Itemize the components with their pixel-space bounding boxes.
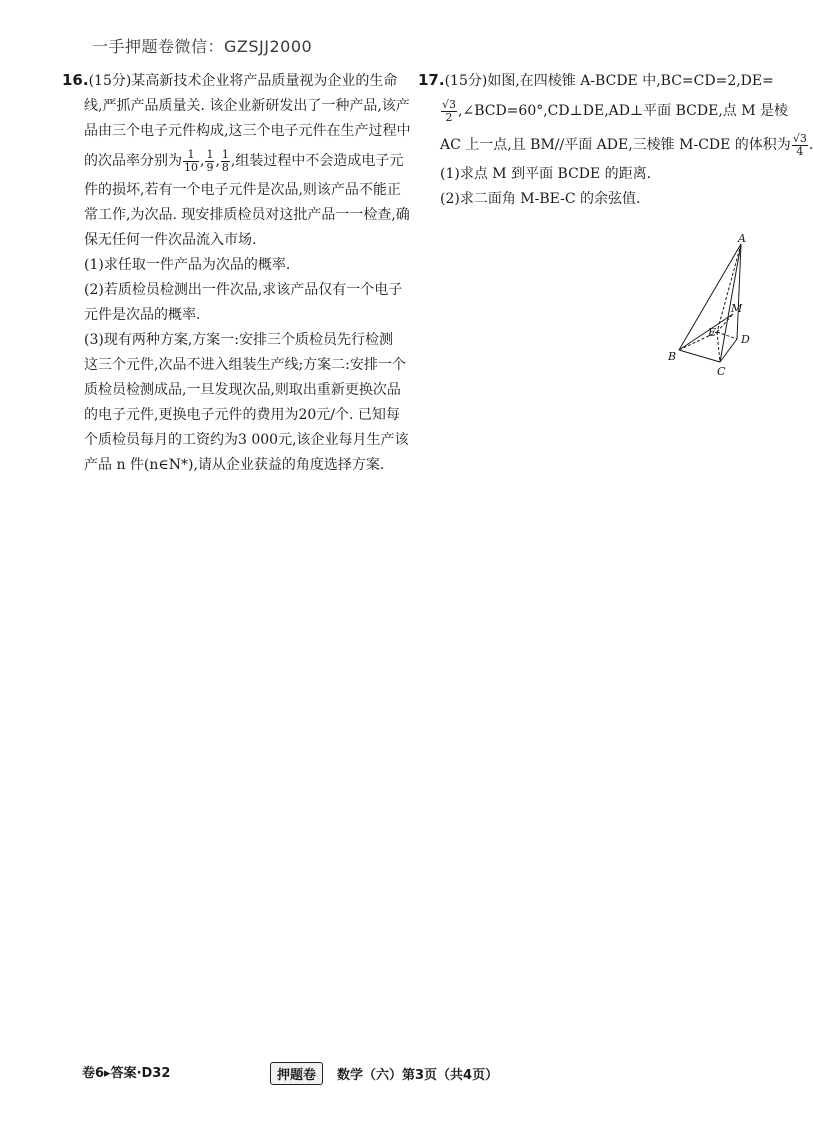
q17-part-2: (2)求二面角 M-BE-C 的余弦值. [440, 191, 641, 207]
q16-rate-suffix: ,组装过程中不会造成电子元 [230, 153, 404, 169]
vertex-label-c: C [717, 365, 726, 378]
q16-part-2-cont: 元件是次品的概率. [84, 307, 201, 323]
fraction: $\frac{1}{10}$ [184, 147, 198, 174]
q16-text-line: 品由三个电子元件构成,这三个电子元件在生产过程中 [84, 123, 411, 139]
q17-period: . [808, 137, 813, 153]
q16-part-3-cont: 质检员检测成品,一旦发现次品,则取出重新更换次品 [84, 382, 401, 398]
watermark-text: 一手押题卷微信：GZSJJ2000 [92, 37, 313, 56]
vertex-label-d: D [741, 333, 750, 346]
vertex-label-a: A [738, 232, 746, 245]
q16-part-1: (1)求任取一件产品为次品的概率. [84, 257, 291, 273]
q17-text-line: AC 上一点,且 BM//平面 ADE,三棱锥 M-CDE 的体积为 [440, 137, 791, 153]
q16-rate-line: 的次品率分别为 $\frac{1}{10}$ , $\frac{1}{9}$ , $\frac{1}{8}$ ,组装过程中不会造成电子元 [84, 147, 404, 174]
footer-page-number: 数学（六）第3页（共4页） [337, 1068, 499, 1083]
q17-part-1: (1)求点 M 到平面 BCDE 的距离. [440, 166, 652, 182]
q16-part-3-cont: 个质检员每月的工资约为3 000元,该企业每月生产该 [84, 432, 409, 448]
fraction: $\frac{1}{9}$ [206, 147, 214, 174]
fraction: $\frac{1}{8}$ [221, 147, 229, 174]
q16-rate-prefix: 的次品率分别为 [84, 153, 182, 169]
edge-ed [717, 332, 737, 339]
question-16 [62, 68, 410, 478]
fraction: $\frac{√3}{2}$ [442, 97, 457, 124]
q16-part-2: (2)若质检员检测出一件次品,求该产品仅有一个电子 [84, 282, 403, 298]
footer-badge: 押题卷 [270, 1062, 323, 1085]
q17-line-3 [418, 128, 813, 162]
q16-part-3-cont: 的电子元件,更换电子元件的费用为20元/个. 已知每 [84, 407, 400, 423]
question-17 [418, 68, 813, 212]
edge-bc [679, 350, 720, 362]
fraction: $\frac{√3}{4}$ [792, 131, 807, 158]
q17-number: 17. [418, 71, 445, 89]
q16-text-line: 件的损坏,若有一个电子元件是次品,则该产品不能正 [84, 182, 401, 198]
q16-part-3-cont: 这三个元件,次品不进入组装生产线;方案二:安排一个 [84, 357, 406, 373]
q16-text-line: (15分)某高新技术企业将产品质量视为企业的生命 [88, 73, 398, 89]
q16-line-1 [62, 68, 410, 94]
vertex-label-m: M [731, 302, 743, 315]
pyramid-figure [665, 232, 765, 382]
q17-line-2 [418, 94, 789, 128]
q16-part-3: (3)现有两种方案,方案一:安排三个质检员先行检测 [84, 332, 393, 348]
q16-text-line: 保无任何一件次品流入市场. [84, 232, 257, 248]
edge-ec [717, 332, 720, 362]
q16-text-line: 线,严抓产品质量关. 该企业新研发出了一种产品,该产 [84, 98, 410, 114]
q17-text-line: (15分)如图,在四棱锥 A-BCDE 中,BC=CD=2,DE= [444, 73, 774, 89]
q17-line-1 [418, 68, 774, 94]
vertex-label-b: B [668, 350, 677, 363]
q16-part-3-last: 产品 n 件(n∈N*),请从企业获益的角度选择方案. [84, 457, 385, 473]
footer-page-info [270, 1062, 498, 1085]
footer-volume-label: 卷6▸答案·D32 [82, 1066, 171, 1081]
vertex-label-e: E [708, 326, 717, 339]
q16-number: 16. [62, 71, 89, 89]
q16-text-line: 常工作,为次品. 现安排质检员对这批产品一一检查,确 [84, 207, 410, 223]
edge-ad [737, 244, 741, 339]
q17-text-line: ,∠BCD=60°,CD⊥DE,AD⊥平面 BCDE,点 M 是棱 [458, 103, 789, 119]
